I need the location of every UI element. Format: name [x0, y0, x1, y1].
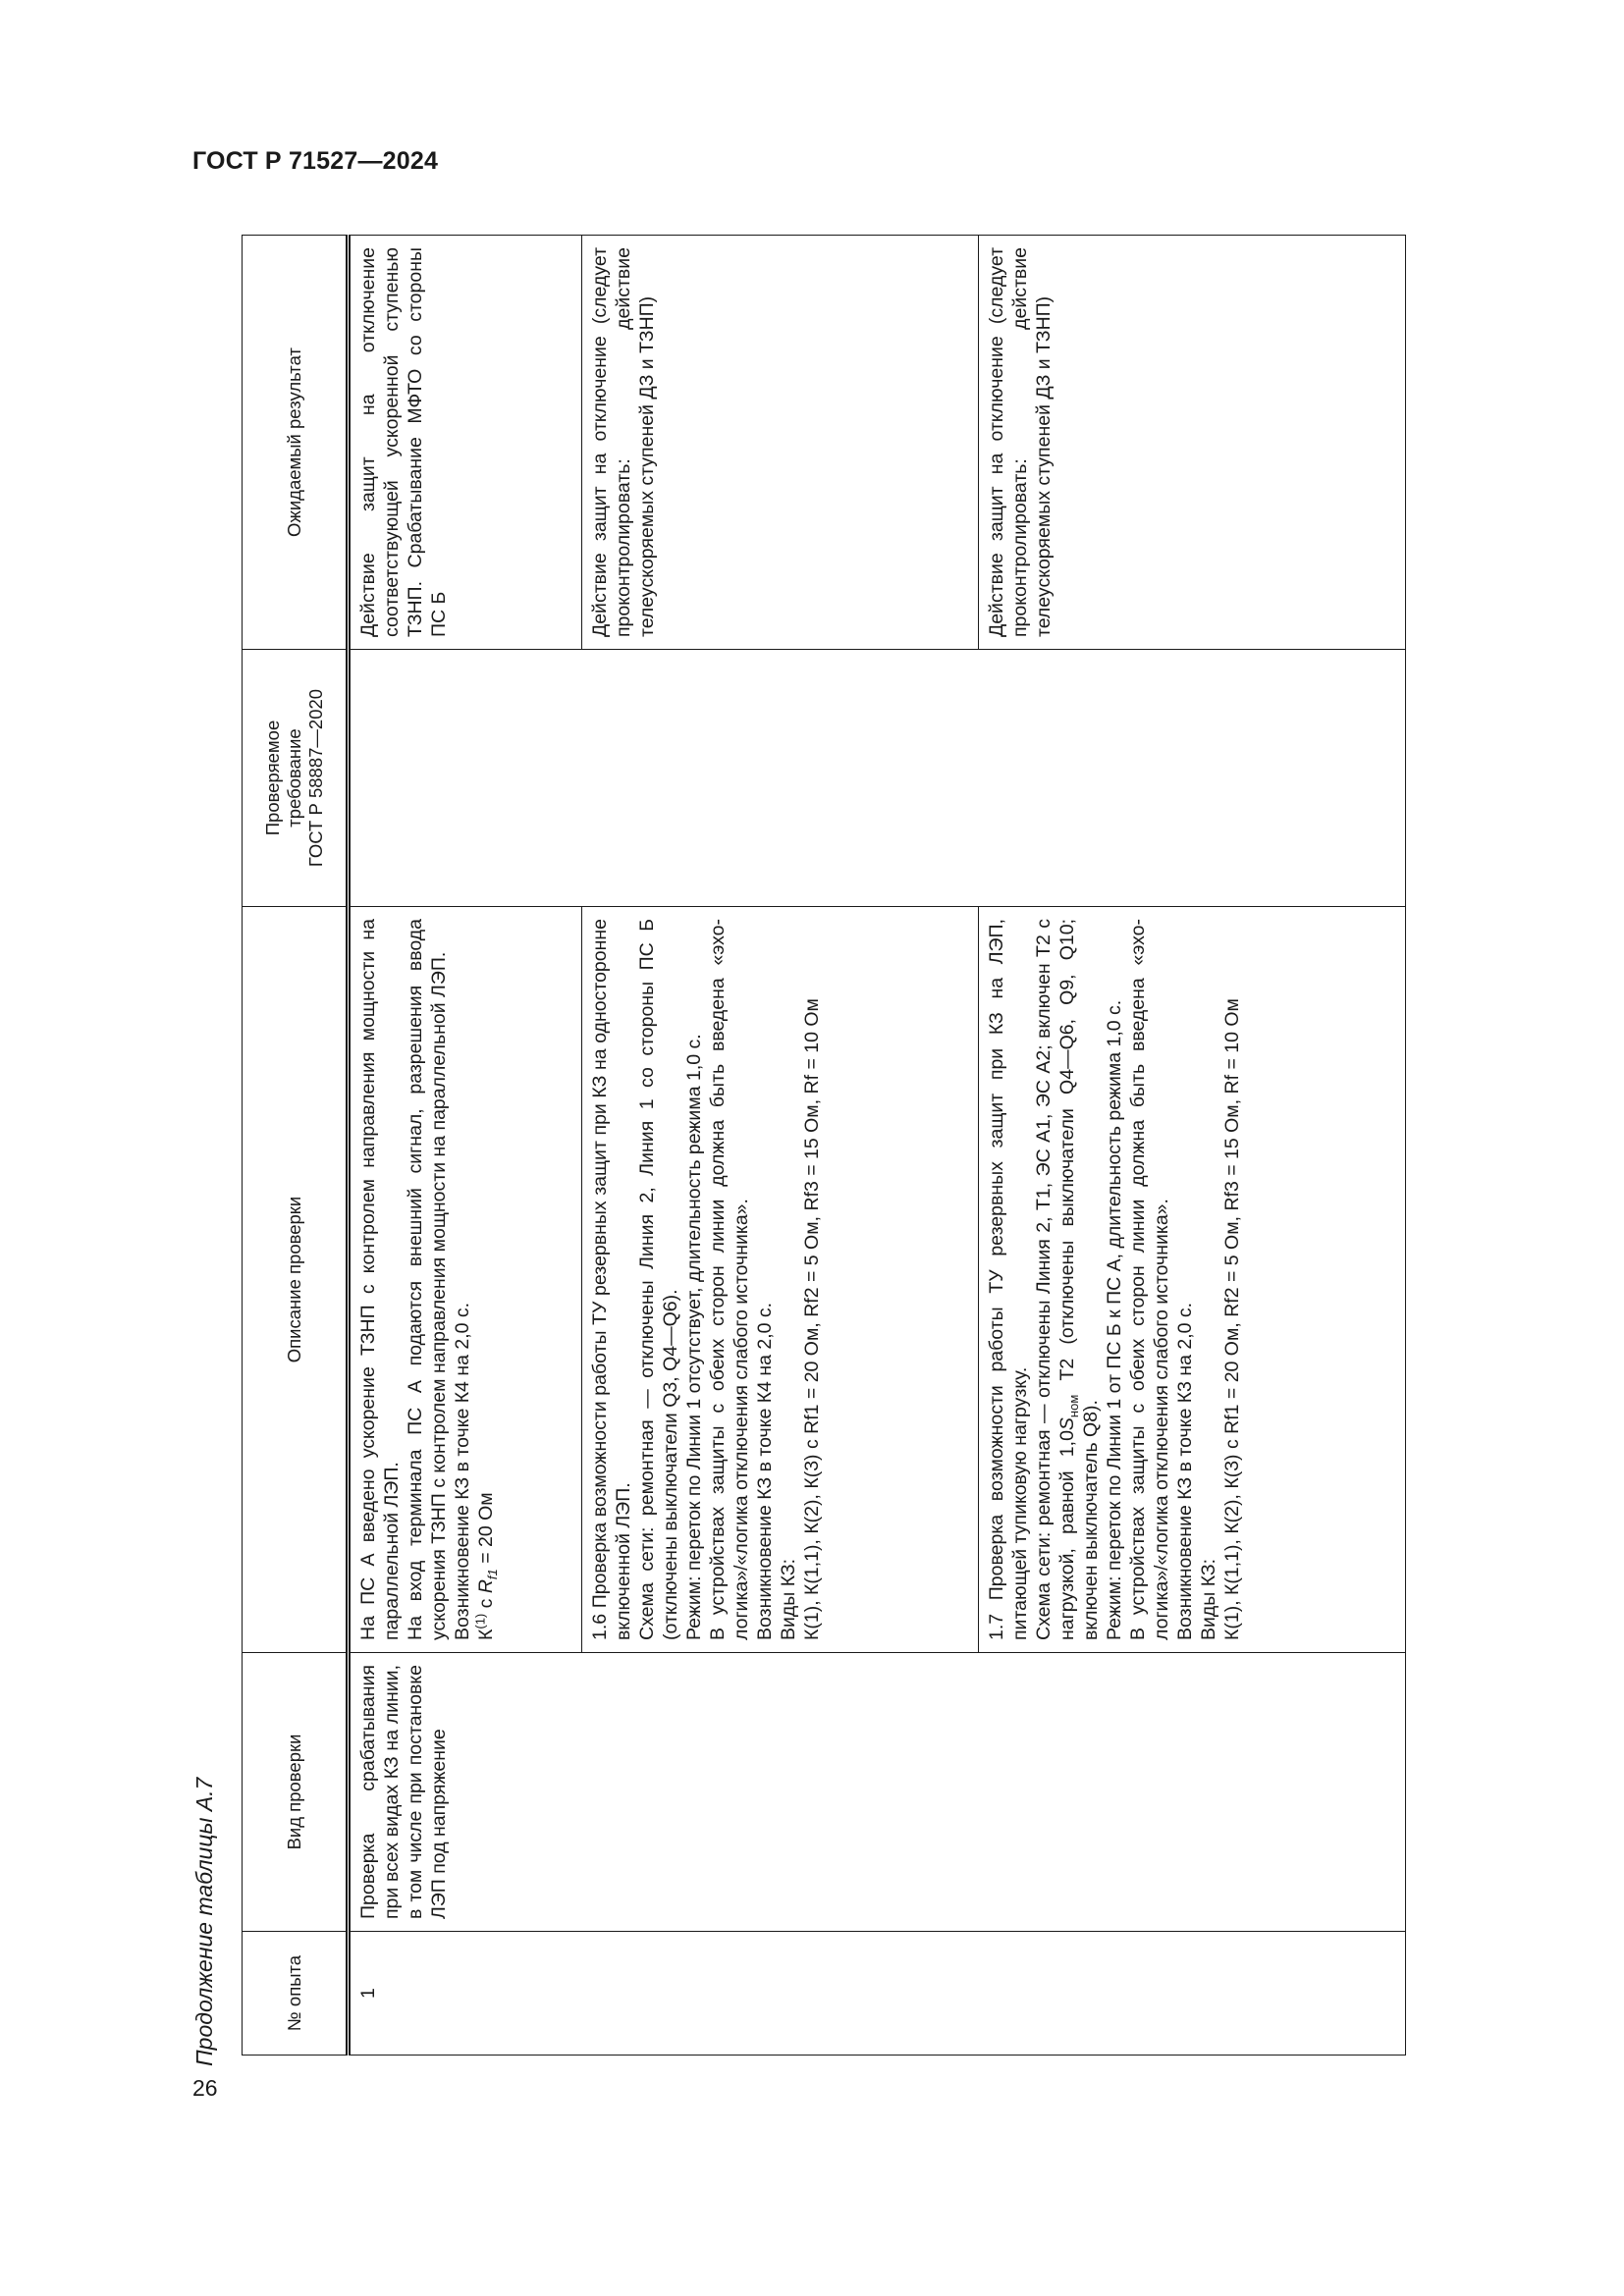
cell-test-number: 1 [349, 1932, 1406, 2056]
test-table [242, 235, 1406, 2056]
description-block-2-p5: Возникновение КЗ в точке К4 на 2,0 с. [754, 1302, 776, 1640]
description-block-3-p3: Режим: переток по Линии 1 от ПС Б к ПС А, длительность режима 1,0 с. [1104, 999, 1125, 1640]
cell-check-description [349, 907, 1406, 1653]
result-block-1: Действие защит на отключение соответствующей ускоренной ступенью ТЗНП. Срабатывание МФТО со стороны ПС Б [351, 236, 582, 649]
description-block-2-p2: Схема сети: ремонтная — отключены Линия 2, Линия 1 со стороны ПС Б (отключены выключатели Q3, Q4—Q6). [636, 919, 681, 1640]
table-header-row [243, 236, 349, 2056]
header-requirement-line1: Проверяемое [261, 720, 283, 836]
header-requirement-line3: ГОСТ Р 58887—2020 [304, 688, 326, 868]
document-code-header: ГОСТ Р 71527—2024 [192, 147, 439, 175]
cell-expected-result [349, 236, 1406, 650]
description-block-1-kz [474, 919, 498, 1640]
rotated-table-container [242, 236, 1406, 2056]
header-check-description: Описание проверки [243, 907, 349, 1653]
description-block-3-p2b: Т2 (отключены выключатели Q4—Q6, Q9, Q10; включен выключатель Q8). [1056, 918, 1102, 1640]
power-sub: ном [1065, 1394, 1081, 1418]
description-block-3-p4: В устройствах защиты с обеих сторон линии должна быть введена «эхо-логика»/«логика отключения слабого источника». [1127, 919, 1172, 1640]
kz-type-sup: (1) [472, 1613, 488, 1629]
description-block-3-p2a: Схема сети: ремонтная — отключены Линия 2, Т1, ЭС А1, ЭС А2; включен Т2 с нагрузкой, равной 1,0 [1033, 919, 1078, 1640]
description-block-3-p1: 1.7 Проверка возможности работы ТУ резервных защит при КЗ на ЛЭП, питающей тупиковую нагрузку. [986, 919, 1031, 1640]
description-block-3-p2 [1032, 919, 1103, 1640]
page-number: 26 [192, 2075, 218, 2101]
resistance-sub: f1 [484, 1569, 500, 1580]
header-requirement [243, 650, 349, 907]
table-continuation-title: Продолжение таблицы А.7 [191, 1777, 217, 2066]
description-block-3 [979, 907, 1250, 1652]
description-block-2-p4: В устройствах защиты с обеих сторон линии должна быть введена «эхо-логика»/«логика отключения слабого источника». [707, 919, 752, 1640]
resistance-value: = 20 Ом [475, 1492, 497, 1570]
description-block-1-p3: Возникновение КЗ в точке К4 на 2,0 с. [452, 1302, 473, 1640]
header-requirement-line2: требование [283, 728, 304, 828]
description-block-2-p6: Виды КЗ: [778, 1558, 799, 1640]
kz-letter: К [475, 1629, 497, 1640]
kz-with: с [475, 1593, 497, 1614]
description-block-1-p2: На вход терминала ПС А подаются внешний сигнал, разрешения ввода ускорения ТЗНП с контролем направления мощности на параллельной ЛЭП. [405, 919, 450, 1640]
description-block-2-kz: К(1), К(1,1), К(2), К(3) с Rf1 = 20 Ом, Rf2 = 5 Ом, Rf3 = 15 Ом, Rf = 10 Ом [801, 998, 823, 1640]
result-block-3: Действие защит на отключение (следует проконтролировать: действие телеускоряемых ступеней ДЗ и ТЗНП) [986, 247, 1055, 637]
description-block-3-p6: Виды КЗ: [1198, 1558, 1219, 1640]
cell-requirement [349, 650, 1406, 907]
power-symbol: S [1056, 1417, 1078, 1431]
cell-check-kind: Проверка срабатывания при всех видах КЗ на линии, в том числе при постановке ЛЭП под напряжение [349, 1653, 1406, 1932]
description-block-3-kz: К(1), К(1,1), К(2), К(3) с Rf1 = 20 Ом, Rf2 = 5 Ом, Rf3 = 15 Ом, Rf = 10 Ом [1221, 998, 1243, 1640]
table-row [349, 236, 1406, 2056]
header-test-number: № опыта [243, 1932, 349, 2056]
description-block-2-p3: Режим: переток по Линии 1 отсутствует, длительность режима 1,0 с. [683, 1034, 705, 1640]
description-block-2-p1: 1.6 Проверка возможности работы ТУ резервных защит при КЗ на односторонне включенной ЛЭП. [589, 919, 634, 1640]
result-block-2: Действие защит на отключение (следует проконтролировать: действие телеускоряемых ступеней ДЗ и ТЗНП) [582, 236, 979, 649]
description-block-1 [351, 907, 582, 1652]
header-check-kind: Вид проверки [243, 1653, 349, 1932]
description-block-2 [582, 907, 979, 1652]
description-block-3-p5: Возникновение КЗ в точке К3 на 2,0 с. [1174, 1302, 1196, 1640]
description-block-1-p1: На ПС А введено ускорение ТЗНП с контролем направления мощности на параллельной ЛЭП. [357, 919, 403, 1640]
resistance-symbol: R [475, 1579, 497, 1594]
header-expected-result: Ожидаемый результат [243, 236, 349, 650]
